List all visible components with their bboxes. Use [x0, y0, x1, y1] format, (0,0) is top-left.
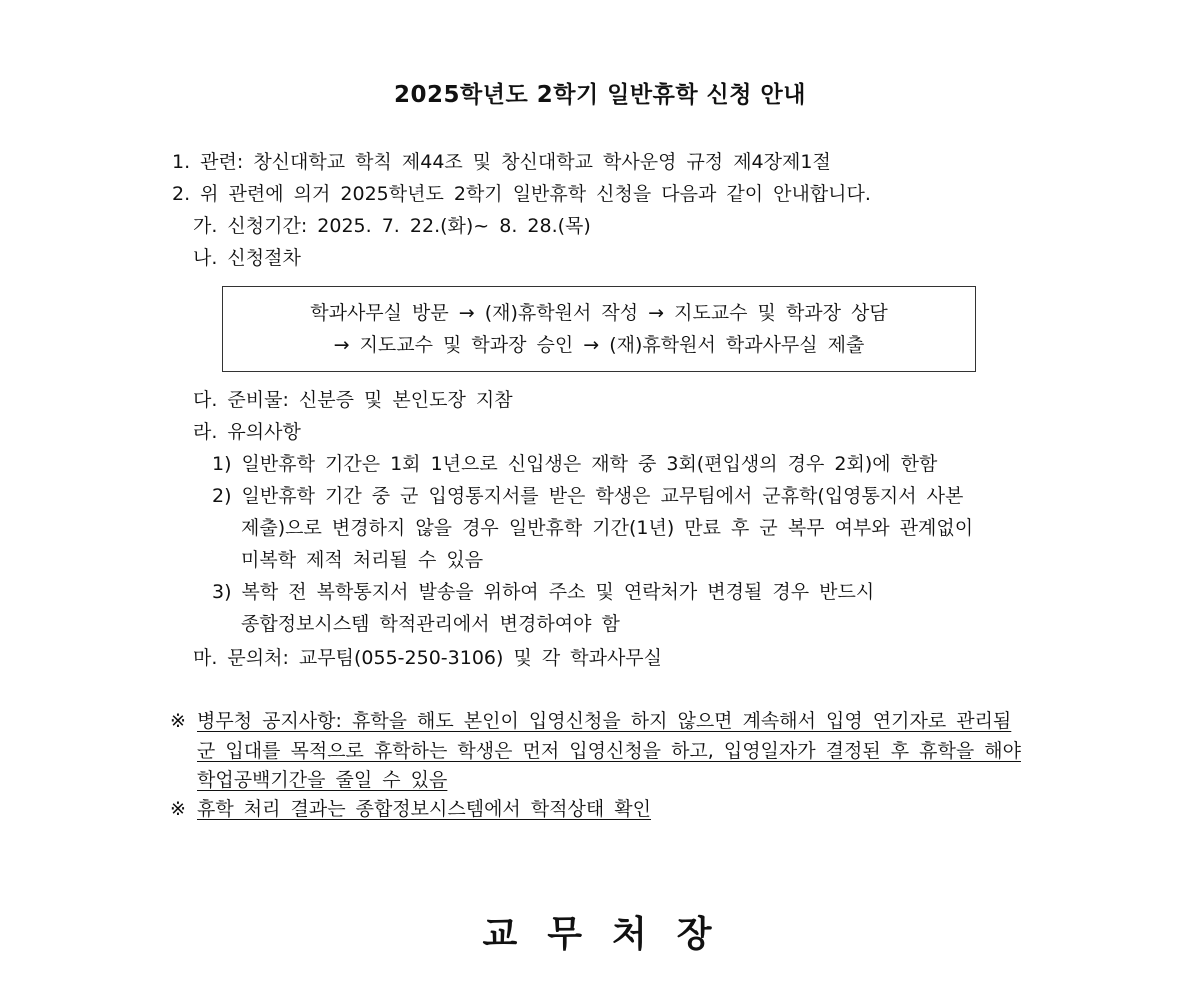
procedure-line-1: 학과사무실 방문 → (재)휴학원서 작성 → 지도교수 및 학과장 상담 — [310, 302, 888, 324]
remark-2-text: 휴학 처리 결과는 종합정보시스템에서 학적상태 확인 — [197, 798, 651, 820]
note-3-line-2: 종합정보시스템 학적관리에서 변경하여야 함 — [241, 613, 620, 635]
document-title: 2025학년도 2학기 일반휴학 신청 안내 — [394, 82, 806, 108]
remark-1-line-2: 군 입대를 목적으로 휴학하는 학생은 먼저 입영신청을 하고, 입영일자가 결정된 후 휴학을 해야 — [197, 740, 1021, 762]
item-ra-notes-heading: 라. 유의사항 — [193, 421, 301, 443]
item-ma-contact: 마. 문의처: 교무팀(055-250-3106) 및 각 학과사무실 — [193, 647, 663, 669]
issuer-signature: 교무처장 — [482, 914, 742, 955]
item-1-reference: 1. 관련: 창신대학교 학칙 제44조 및 창신대학교 학사운영 규정 제4장제1절 — [172, 151, 831, 173]
note-2-line-3: 미복학 제적 처리될 수 있음 — [241, 549, 484, 571]
procedure-box — [222, 286, 976, 372]
item-na-procedure-heading: 나. 신청절차 — [193, 247, 301, 269]
remark-1-line-1: 병무청 공지사항: 휴학을 해도 본인이 입영신청을 하지 않으면 계속해서 입영 연기자로 관리됨 — [197, 710, 1012, 732]
note-2-line-1: 2) 일반휴학 기간 중 군 입영통지서를 받은 학생은 교무팀에서 군휴학(입영통지서 사본 — [212, 485, 964, 507]
item-da-materials: 다. 준비물: 신분증 및 본인도장 지참 — [193, 389, 513, 411]
note-3-line-1: 3) 복학 전 복학통지서 발송을 위하여 주소 및 연락처가 변경될 경우 반드시 — [212, 581, 875, 603]
remark-2-mark: ※ — [170, 798, 186, 820]
item-2-intro: 2. 위 관련에 의거 2025학년도 2학기 일반휴학 신청을 다음과 같이 안내합니다. — [172, 183, 871, 205]
item-ga-period: 가. 신청기간: 2025. 7. 22.(화)~ 8. 28.(목) — [193, 215, 591, 237]
note-1: 1) 일반휴학 기간은 1회 1년으로 신입생은 재학 중 3회(편입생의 경우 2회)에 한함 — [212, 453, 938, 475]
remark-1-mark: ※ — [170, 710, 186, 732]
procedure-line-2: → 지도교수 및 학과장 승인 → (재)휴학원서 학과사무실 제출 — [333, 334, 865, 356]
remark-1-line-3: 학업공백기간을 줄일 수 있음 — [197, 769, 448, 791]
note-2-line-2: 제출)으로 변경하지 않을 경우 일반휴학 기간(1년) 만료 후 군 복무 여부와 관계없이 — [241, 517, 974, 539]
